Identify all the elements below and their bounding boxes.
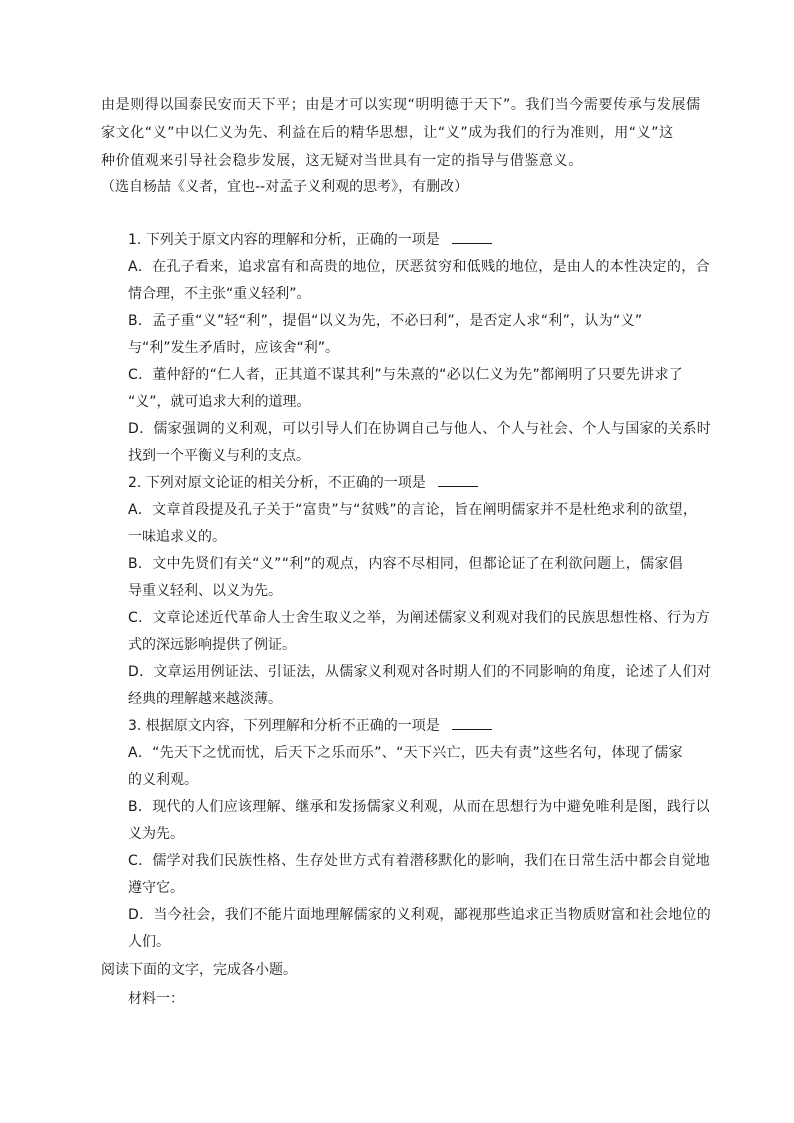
option-line: A．在孔子看来，追求富有和高贵的地位，厌恶贫穷和低贱的地位，是由人的本性决定的，合 (128, 259, 710, 275)
question-stem-text: 2. 下列对原文论证的相关分析，不正确的一项是 (128, 475, 426, 491)
option-line: B．孟子重“义”轻“利”，提倡“以义为先，不必曰利”，是否定人求“利”，认为“义” (128, 313, 643, 329)
option-line: 经典的理解越来越淡薄。 (128, 691, 282, 707)
option-line: 的义利观。 (128, 772, 198, 788)
option-line: 式的深远影响提供了例证。 (128, 637, 296, 653)
option-line: 与“利”发生矛盾时，应该舍“利”。 (128, 340, 340, 356)
question-stem-text: 1. 下列关于原文内容的理解和分析，正确的一项是 (128, 232, 440, 248)
section-instruction: 阅读下面的文字，完成各小题。 (101, 962, 297, 978)
answer-blank (438, 474, 478, 487)
passage-line: 由是则得以国泰民安而天下平；由是才可以实现“明明德于天下”。我们当今需要传承与发展儒 (101, 97, 701, 113)
question-stem (128, 717, 492, 735)
question-stem (128, 474, 478, 492)
option-line: 情合理，不主张“重义轻利”。 (128, 286, 311, 302)
answer-blank (452, 717, 492, 730)
material-label: 材料一： (128, 991, 184, 1007)
option-line: B．现代的人们应该理解、继承和发扬儒家义利观，从而在思想行为中避免唯利是图，践行以 (128, 799, 710, 815)
passage-line: 家文化“义”中以仁义为先、利益在后的精华思想，让“义”成为我们的行为准则，用“义”这 (101, 125, 674, 141)
option-line: 遵守它。 (128, 880, 184, 896)
option-line: C．董仲舒的“仁人者，正其道不谋其利”与朱熹的“必以仁义为先”都阐明了只要先讲求了 (128, 367, 684, 383)
option-line: D．儒家强调的义利观，可以引导人们在协调自己与他人、个人与社会、个人与国家的关系时 (128, 421, 712, 437)
option-line: “义”，就可追求大利的道理。 (128, 394, 311, 410)
option-line: D．当今社会，我们不能片面地理解儒家的义利观，鄙视那些追求正当物质财富和社会地位的 (128, 907, 712, 923)
option-line: 人们。 (128, 934, 170, 950)
passage-source: （选自杨喆《义者，宜也--对孟子义利观的思考》，有删改） (101, 179, 469, 195)
answer-blank (452, 231, 492, 244)
option-line: 找到一个平衡义与利的支点。 (128, 448, 310, 464)
option-line: A．“先天下之忧而忧，后天下之乐而乐”、“天下兴亡，匹夫有责”这些名句，体现了儒家 (128, 745, 683, 761)
option-line: 一味追求义的。 (128, 529, 226, 545)
option-line: D．文章运用例证法、引证法，从儒家义利观对各时期人们的不同影响的角度，论述了人们对 (128, 664, 712, 680)
passage-line: 种价值观来引导社会稳步发展，这无疑对当世具有一定的指导与借鉴意义。 (101, 153, 583, 169)
option-line: A．文章首段提及孔子关于“富贵”与“贫贱”的言论，旨在阐明儒家并不是杜绝求利的欲望， (128, 502, 698, 518)
question-stem (128, 231, 492, 249)
option-line: B．文中先贤们有关“义”“利”的观点，内容不尽相同，但都论证了在利欲问题上，儒家倡 (128, 556, 683, 572)
option-line: C．文章论述近代革命人士舍生取义之举，为阐述儒家义利观对我们的民族思想性格、行为方 (128, 610, 711, 626)
option-line: 导重义轻利、以义为先。 (128, 583, 282, 599)
option-line: 义为先。 (128, 826, 184, 842)
option-line: C．儒学对我们民族性格、生存处世方式有着潜移默化的影响，我们在日常生活中都会自觉地 (128, 853, 711, 869)
question-stem-text: 3. 根据原文内容，下列理解和分析不正确的一项是 (128, 718, 440, 734)
